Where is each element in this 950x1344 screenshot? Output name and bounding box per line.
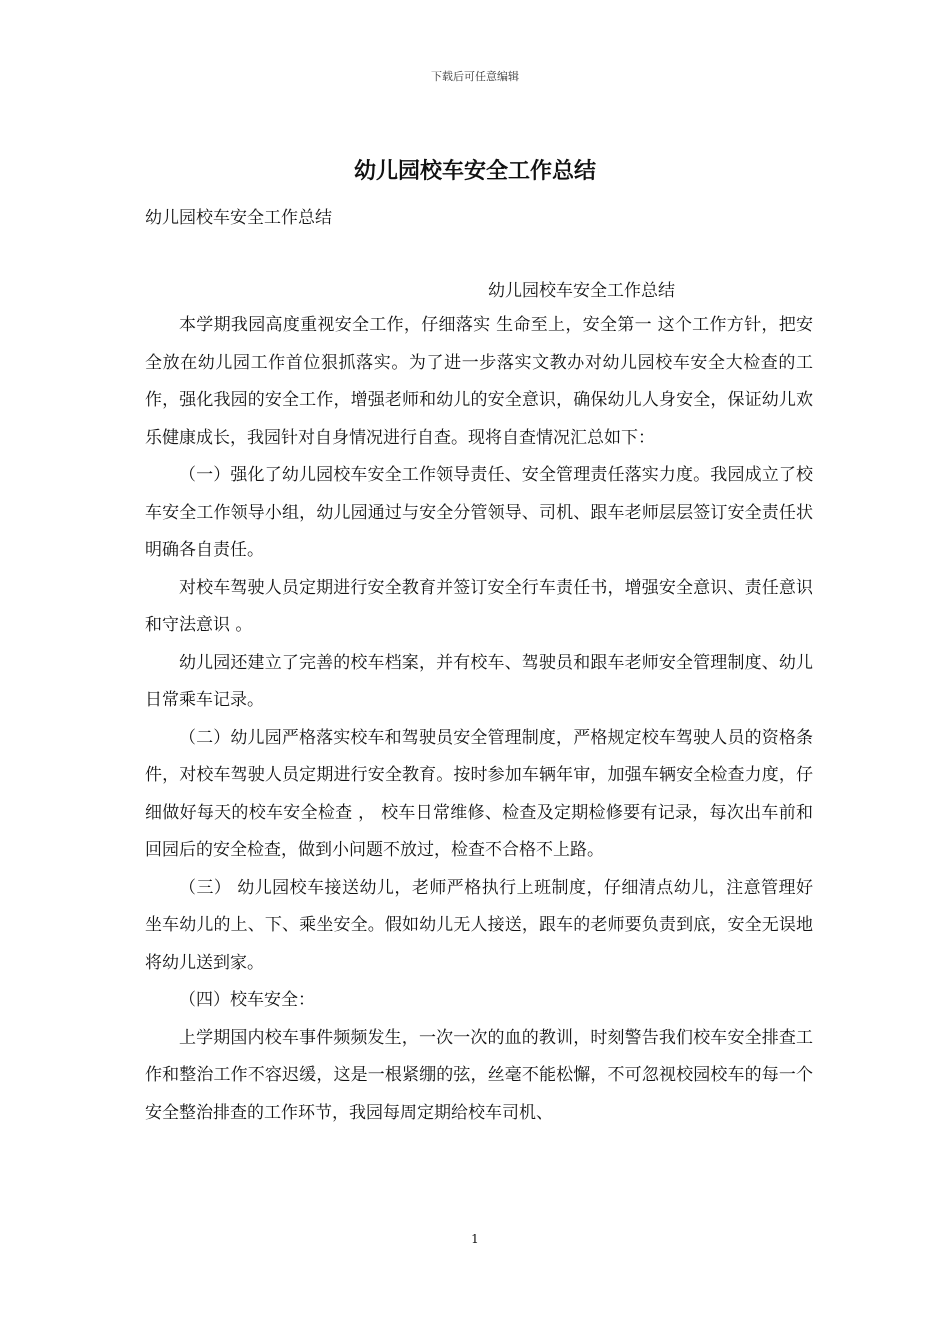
body-text bbox=[145, 307, 813, 1132]
document-title: 幼儿园校车安全工作总结 bbox=[353, 159, 596, 184]
paragraph-7: （四）校车安全： bbox=[179, 990, 315, 1010]
paragraph-6: （三） 幼儿园校车接送幼儿，老师严格执行上班制度，仔细清点幼儿，注意管理好坐车幼儿的上、下、乘坐安全。假如幼儿无人接送，跟车的老师要负责到底，安全无误地将幼儿送到家。 bbox=[145, 877, 813, 973]
paragraph-5: （二）幼儿园严格落实校车和驾驶员安全管理制度，严格规定校车驾驶人员的资格条件，对校车驾驶人员定期进行安全教育。按时参加车辆年审，加强车辆安全检查力度，仔细做好每天的校车安全检查 ， 校车日常维修、检查及定期检修要有记录，每次出车前和回园后的安全检查，做到小问题不放过，检查不合格不上路。 bbox=[145, 727, 813, 860]
paragraph-8: 上学期国内校车事件频频发生，一次一次的血的教训，时刻警告我们校车安全排查工作和整治工作不容迟缓，这是一根紧绷的弦，丝毫不能松懈，不可忽视校园校车的每一个安全整治排查的工作环节，我园每周定期给校车司机、 bbox=[145, 1027, 813, 1123]
paragraph-1: 本学期我园高度重视安全工作，仔细落实 生命至上，安全第一 这个工作方针，把安全放在幼儿园工作首位狠抓落实。为了进一步落实文教办对幼儿园校车安全大检查的工作，强化我园的安全工作，增强老师和幼儿的安全意识，确保幼儿人身安全，保证幼儿欢乐健康成长，我园针对自身情况进行自查。现将自查情况汇总如下： bbox=[145, 315, 813, 448]
inner-title: 幼儿园校车安全工作总结 bbox=[488, 281, 675, 301]
paragraph-4: 幼儿园还建立了完善的校车档案，并有校车、驾驶员和跟车老师安全管理制度、幼儿日常乘车记录。 bbox=[145, 652, 813, 710]
paragraph-3: 对校车驾驶人员定期进行安全教育并签订安全行车责任书，增强安全意识、责任意识和守法意识 。 bbox=[145, 577, 813, 635]
document-subtitle: 幼儿园校车安全工作总结 bbox=[145, 208, 332, 228]
paragraph-2: （一）强化了幼儿园校车安全工作领导责任、安全管理责任落实力度。我园成立了校车安全工作领导小组，幼儿园通过与安全分管领导、司机、跟车老师层层签订安全责任状 明确各自责任。 bbox=[145, 465, 813, 560]
page-number: 1 bbox=[471, 1232, 479, 1246]
header-note: 下载后可任意编辑 bbox=[431, 70, 519, 83]
